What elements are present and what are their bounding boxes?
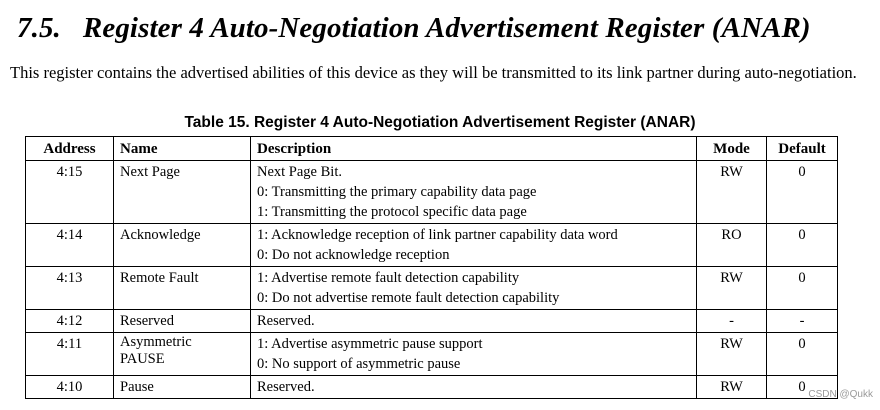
description-line: 1: Acknowledge reception of link partner capability data word xyxy=(257,227,618,243)
cell-address: 4:15 xyxy=(26,161,114,224)
cell-name-line: Next Page xyxy=(120,164,180,180)
cell-name xyxy=(114,161,251,224)
description-line: 1: Advertise remote fault detection capability xyxy=(257,270,520,286)
cell-description xyxy=(251,310,697,333)
table-body xyxy=(26,161,838,399)
cell-default: 0 xyxy=(767,376,838,399)
section-heading xyxy=(17,12,811,45)
header-mode: Mode xyxy=(697,137,767,161)
description-line: Reserved. xyxy=(257,313,315,329)
cell-name xyxy=(114,267,251,310)
table-row xyxy=(26,310,838,333)
cell-default: 0 xyxy=(767,267,838,310)
description-line: 0: No support of asymmetric pause xyxy=(257,356,461,372)
cell-name-line: Reserved xyxy=(120,313,174,329)
table-caption: Table 15. Register 4 Auto-Negotiation Advertisement Register (ANAR) xyxy=(184,114,696,131)
header-address: Address xyxy=(26,137,114,161)
cell-address: 4:12 xyxy=(26,310,114,333)
cell-description xyxy=(251,161,697,224)
table-row xyxy=(26,224,838,267)
cell-mode: RO xyxy=(697,224,767,267)
register-table xyxy=(25,136,838,399)
description-line: 1: Advertise asymmetric pause support xyxy=(257,336,483,352)
cell-name-line: Asymmetric xyxy=(120,334,192,350)
cell-name xyxy=(114,224,251,267)
cell-default: 0 xyxy=(767,224,838,267)
description-line: 0: Do not acknowledge reception xyxy=(257,247,450,263)
cell-address: 4:10 xyxy=(26,376,114,399)
table-row xyxy=(26,267,838,310)
cell-name-line: Remote Fault xyxy=(120,270,199,286)
header-default: Default xyxy=(767,137,838,161)
table-row xyxy=(26,376,838,399)
cell-description xyxy=(251,333,697,376)
cell-description xyxy=(251,224,697,267)
description-line: Next Page Bit. xyxy=(257,164,342,180)
table-row xyxy=(26,333,838,376)
cell-default: 0 xyxy=(767,161,838,224)
description-line: 0: Do not advertise remote fault detection capability xyxy=(257,290,560,306)
watermark: CSDN @Qukk xyxy=(808,389,873,400)
cell-default: 0 xyxy=(767,333,838,376)
cell-mode: - xyxy=(697,310,767,333)
cell-description xyxy=(251,267,697,310)
cell-name xyxy=(114,310,251,333)
cell-mode: RW xyxy=(697,333,767,376)
description-line: 1: Transmitting the protocol specific data page xyxy=(257,204,527,220)
header-description: Description xyxy=(251,137,697,161)
cell-name-line: PAUSE xyxy=(120,351,165,367)
header-name: Name xyxy=(114,137,251,161)
cell-address: 4:14 xyxy=(26,224,114,267)
cell-name xyxy=(114,376,251,399)
table-row xyxy=(26,161,838,224)
cell-name-line: Pause xyxy=(120,379,154,395)
cell-address: 4:13 xyxy=(26,267,114,310)
intro-paragraph: This register contains the advertised abilities of this device as they will be transmitted to its link partner during auto-negotiation. xyxy=(10,63,857,82)
cell-description xyxy=(251,376,697,399)
section-title: Register 4 Auto-Negotiation Advertisement Register (ANAR) xyxy=(82,12,811,44)
cell-name-line: Acknowledge xyxy=(120,227,201,243)
table-header-row xyxy=(26,137,838,161)
description-line: 0: Transmitting the primary capability data page xyxy=(257,184,537,200)
cell-default: - xyxy=(767,310,838,333)
section-number: 7.5. xyxy=(17,12,61,44)
cell-address: 4:11 xyxy=(26,333,114,376)
cell-mode: RW xyxy=(697,161,767,224)
description-line: Reserved. xyxy=(257,379,315,395)
cell-mode: RW xyxy=(697,376,767,399)
cell-name xyxy=(114,333,251,376)
cell-mode: RW xyxy=(697,267,767,310)
